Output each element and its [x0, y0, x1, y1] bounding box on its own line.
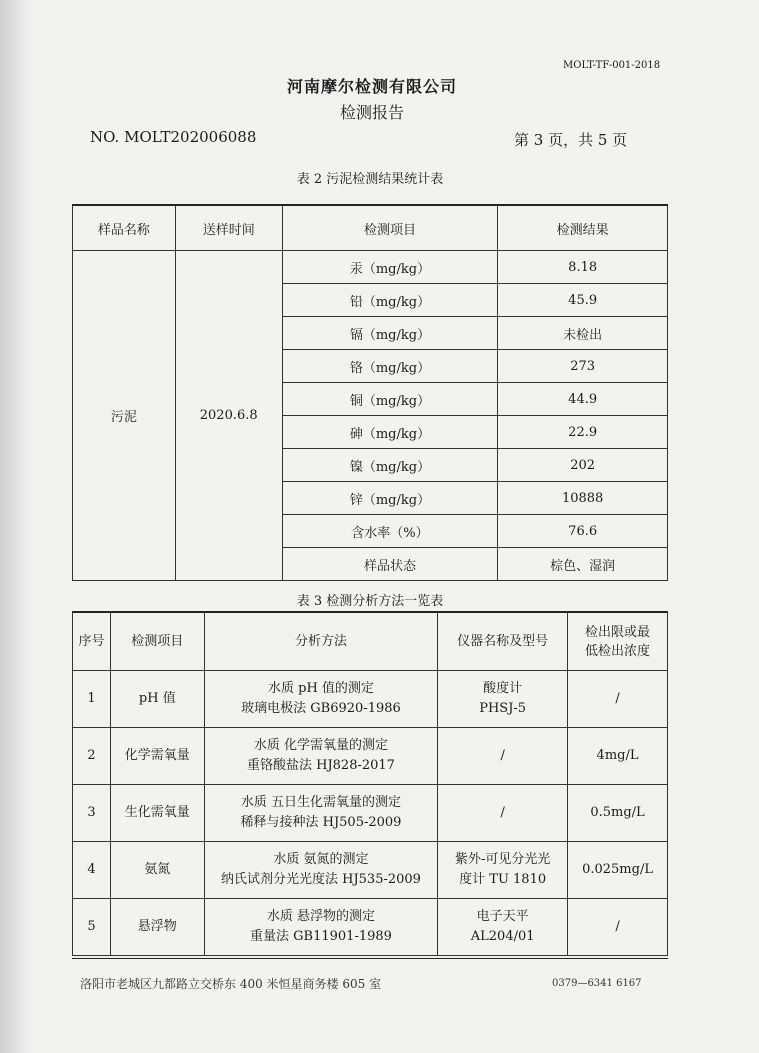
table2-caption: 表 2 污泥检测结果统计表 — [296, 172, 444, 187]
header-method: 分析方法 — [204, 612, 438, 671]
analysis-methods-table — [72, 611, 668, 956]
item-cell: 生化需氧量 — [110, 785, 204, 842]
method-line1: 水质 悬浮物的测定 — [266, 909, 376, 924]
table2-header-row — [73, 205, 668, 251]
sample-name-cell: 污泥 — [73, 251, 176, 581]
instrument-line2: AL204/01 — [470, 929, 535, 944]
test-item-cell: 镍（mg/kg） — [282, 449, 498, 482]
test-result-cell: 44.9 — [498, 383, 668, 416]
item-cell: pH 值 — [110, 671, 204, 728]
table-row — [73, 728, 668, 785]
table-row — [73, 671, 668, 728]
test-item-cell: 铅（mg/kg） — [282, 284, 498, 317]
report-page — [34, 0, 759, 1053]
seq-cell: 1 — [73, 671, 111, 728]
instrument-cell — [438, 899, 568, 956]
instrument-line1: 电子天平 — [476, 909, 529, 924]
method-line1: 水质 五日生化需氧量的测定 — [240, 795, 402, 810]
item-cell: 氨氮 — [110, 842, 204, 899]
page-info: 第 3 页，共 5 页 — [514, 131, 628, 149]
method-line2: 纳氏试剂分光光度法 HJ535-2009 — [220, 872, 421, 887]
form-code: MOLT-TF-001-2018 — [563, 60, 661, 71]
method-line2: 重铬酸盐法 HJ828-2017 — [246, 758, 395, 773]
instrument-line2: 度计 TU 1810 — [459, 872, 547, 887]
instrument-line2: PHSJ-5 — [479, 701, 527, 716]
test-result-cell: 8.18 — [498, 251, 668, 284]
method-line1: 水质 化学需氧量的测定 — [253, 738, 389, 753]
header-test-result: 检测结果 — [498, 205, 668, 251]
test-result-cell: 22.9 — [498, 416, 668, 449]
test-result-cell: 45.9 — [498, 284, 668, 317]
test-item-cell: 锌（mg/kg） — [282, 482, 498, 515]
test-result-cell: 10888 — [498, 482, 668, 515]
footer-divider — [72, 958, 668, 959]
test-item-cell: 含水率（%） — [282, 515, 498, 548]
header-item: 检测项目 — [110, 612, 204, 671]
table3-header-row — [73, 612, 668, 671]
seq-cell: 3 — [73, 785, 111, 842]
footer-phone: 0379—6341 6167 — [552, 978, 642, 989]
header-sample-date: 送样时间 — [175, 205, 282, 251]
test-item-cell: 砷（mg/kg） — [282, 416, 498, 449]
method-line1: 水质 pH 值的测定 — [268, 681, 374, 696]
item-cell: 悬浮物 — [110, 899, 204, 956]
header-limit-line1: 检出限或最 — [585, 624, 651, 640]
method-line2: 重量法 GB11901-1989 — [250, 929, 392, 944]
method-line2: 稀释与接种法 HJ505-2009 — [240, 815, 402, 830]
method-cell — [204, 671, 438, 728]
header-limit — [568, 612, 668, 671]
table-row — [73, 899, 668, 956]
method-cell — [204, 728, 438, 785]
test-result-cell: 未检出 — [498, 317, 668, 350]
test-item-cell: 汞（mg/kg） — [282, 251, 498, 284]
method-cell — [204, 785, 438, 842]
sludge-results-table — [72, 204, 668, 581]
test-result-cell: 273 — [498, 350, 668, 383]
header-sample-name: 样品名称 — [73, 205, 176, 251]
test-result-cell: 棕色、湿润 — [498, 548, 668, 581]
limit-cell: 4mg/L — [568, 728, 668, 785]
limit-cell: / — [568, 671, 668, 728]
limit-cell: 0.5mg/L — [568, 785, 668, 842]
test-result-cell: 202 — [498, 449, 668, 482]
instrument-cell: / — [438, 785, 568, 842]
report-number: NO. MOLT202006088 — [90, 128, 257, 146]
header-instrument: 仪器名称及型号 — [438, 612, 568, 671]
limit-cell: / — [568, 899, 668, 956]
company-name: 河南摩尔检测有限公司 — [286, 77, 457, 96]
item-cell: 化学需氧量 — [110, 728, 204, 785]
instrument-cell — [438, 842, 568, 899]
header-seq: 序号 — [73, 612, 111, 671]
test-result-cell: 76.6 — [498, 515, 668, 548]
page-binding-shadow — [0, 0, 34, 1053]
table-row — [73, 785, 668, 842]
table-row — [73, 842, 668, 899]
instrument-line1: 酸度计 — [483, 681, 523, 696]
report-title: 检测报告 — [339, 103, 404, 122]
header-limit-line2: 低检出浓度 — [585, 643, 651, 659]
limit-cell: 0.025mg/L — [568, 842, 668, 899]
test-item-cell: 铜（mg/kg） — [282, 383, 498, 416]
instrument-cell — [438, 671, 568, 728]
table-row — [73, 251, 668, 284]
header-test-item: 检测项目 — [282, 205, 498, 251]
seq-cell: 5 — [73, 899, 111, 956]
test-item-cell: 镉（mg/kg） — [282, 317, 498, 350]
footer-address: 洛阳市老城区九都路立交桥东 400 米恒星商务楼 605 室 — [80, 977, 382, 991]
method-cell — [204, 899, 438, 956]
test-item-cell: 样品状态 — [282, 548, 498, 581]
method-line1: 水质 氨氮的测定 — [273, 852, 369, 867]
test-item-cell: 铬（mg/kg） — [282, 350, 498, 383]
sample-date-cell: 2020.6.8 — [175, 251, 282, 581]
seq-cell: 2 — [73, 728, 111, 785]
seq-cell: 4 — [73, 842, 111, 899]
table3-caption: 表 3 检测分析方法一览表 — [296, 594, 444, 609]
instrument-cell: / — [438, 728, 568, 785]
method-cell — [204, 842, 438, 899]
method-line2: 玻璃电极法 GB6920-1986 — [241, 701, 401, 716]
instrument-line1: 紫外-可见分光光 — [454, 852, 551, 867]
